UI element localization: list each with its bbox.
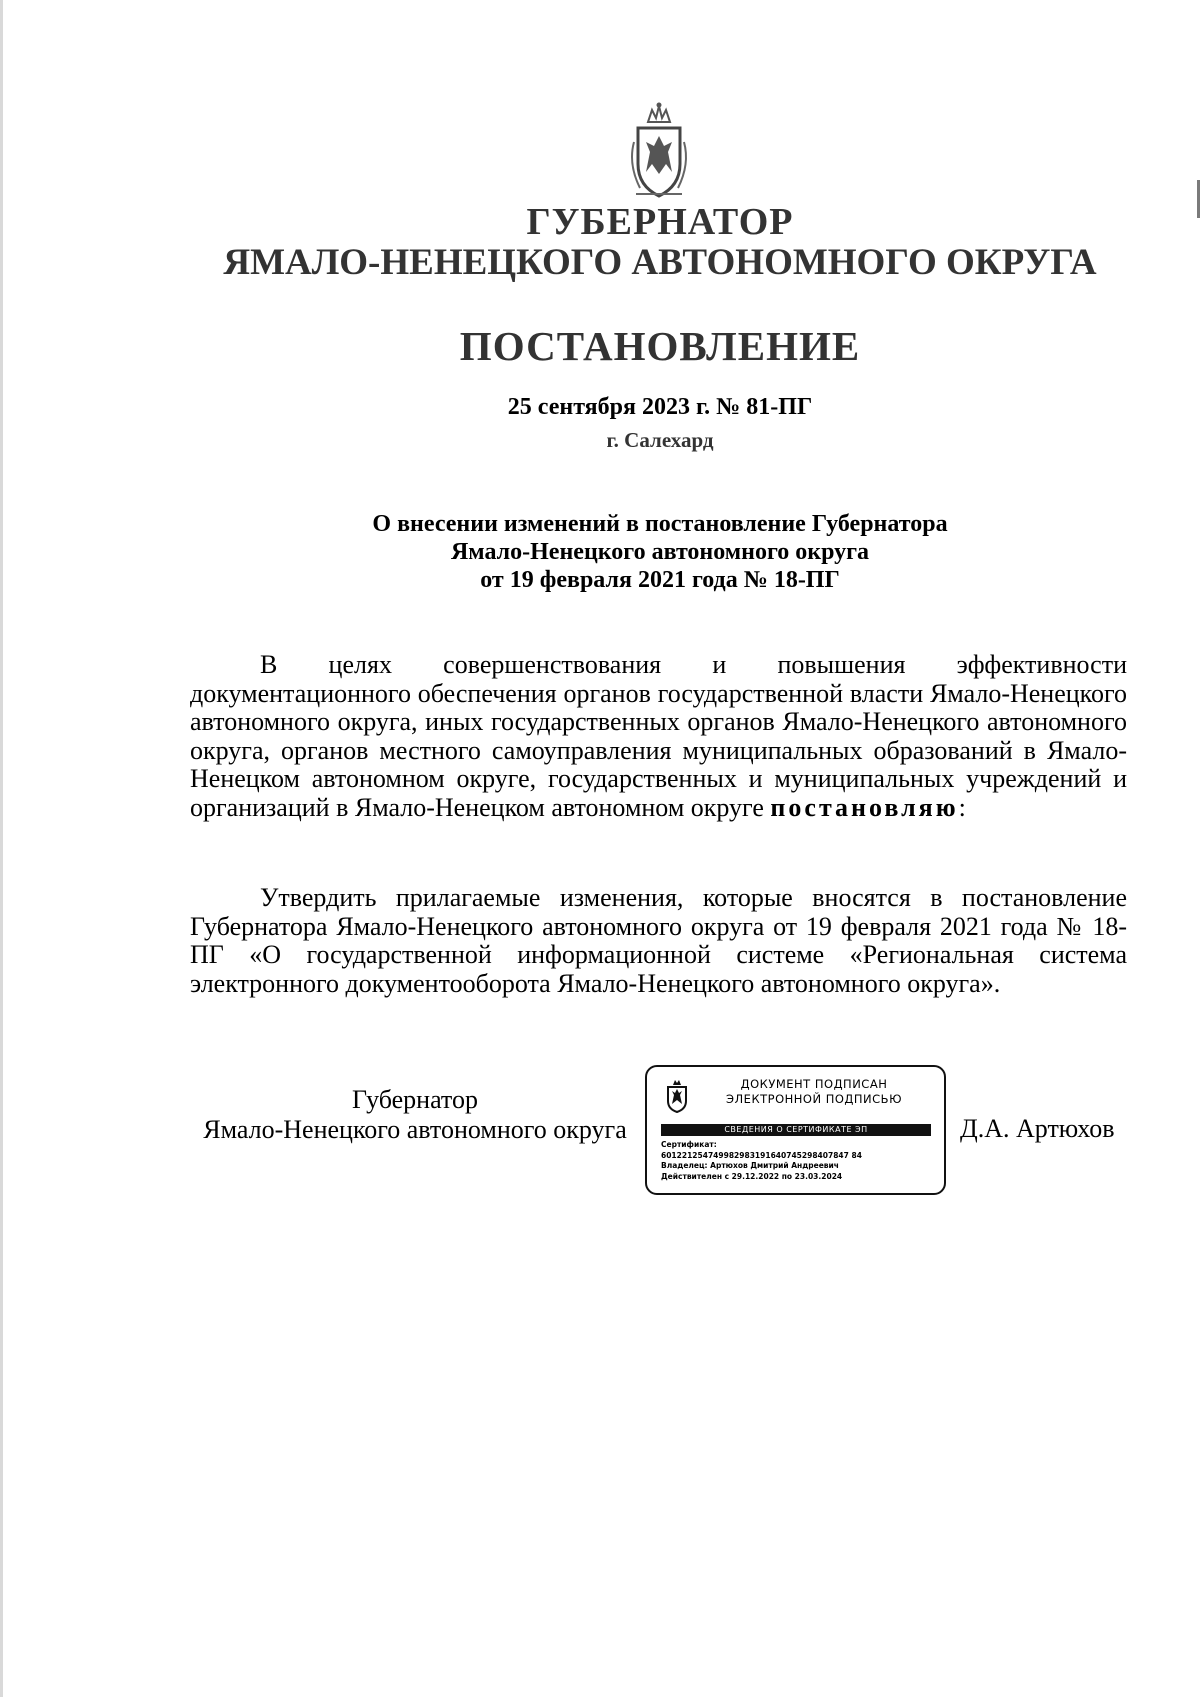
preamble-text: В целях совершенствования и повышения эффективности документационного обеспечения органов государственной власти Ямало-Ненецкого автономного округа, иных государственных органов Ямало-Ненецкого автономного округа, органов местного самоуправления муниципальных образований в Ямало-Ненецком автономном округе, государственных и муниципальных учреждений и организаций в Ямало-Ненецком автономном округе — [190, 650, 1127, 822]
stamp-certificate-bar: СВЕДЕНИЯ О СЕРТИФИКАТЕ ЭП — [661, 1124, 931, 1136]
document-type: ПОСТАНОВЛЕНИЕ — [459, 323, 861, 369]
signatory-title-line: Губернатор — [352, 1085, 478, 1114]
stamp-title — [699, 1077, 929, 1107]
stamp-title-line: ЭЛЕКТРОННОЙ ПОДПИСЬЮ — [726, 1092, 902, 1106]
stamp-emblem-icon — [665, 1079, 689, 1113]
certificate-number: 601221254749982983191640745298407847 84 — [661, 1150, 862, 1160]
body-paragraph-resolution — [190, 884, 1127, 998]
signatory-name: Д.А. Артюхов — [960, 1114, 1115, 1143]
resolution-text: Утвердить прилагаемые изменения, которые вносятся в постановление Губернатора Ямало-Ненецкого автономного округа от 19 февраля 2021 года № 18-ПГ «О государственной информационной системе «Региональная система электронного документооборота Ямало-Ненецкого автономного округа». — [190, 883, 1127, 998]
subject-line: от 19 февраля 2021 года № 18-ПГ — [480, 567, 840, 593]
body-paragraph-preamble — [190, 651, 1127, 823]
electronic-signature-stamp — [645, 1065, 946, 1195]
preamble-colon: : — [958, 792, 966, 822]
stamp-certificate-info — [661, 1140, 936, 1182]
signatory-title — [190, 1085, 640, 1145]
stamp-title-line: ДОКУМЕНТ ПОДПИСАН — [740, 1077, 888, 1091]
signatory-title-line: Ямало-Ненецкого автономного округа — [203, 1115, 627, 1144]
subject-line: Ямало-Ненецкого автономного округа — [450, 539, 870, 565]
coat-of-arms-icon — [626, 102, 692, 202]
authority-title: ГУБЕРНАТОР — [526, 201, 794, 243]
authority-subtitle: ЯМАЛО-НЕНЕЦКОГО АВТОНОМНОГО ОКРУГА — [223, 242, 1097, 283]
document-date-number: 25 сентября 2023 г. № 81-ПГ — [507, 394, 813, 420]
document-subject — [0, 510, 1200, 594]
subject-line: О внесении изменений в постановление Губернатора — [372, 511, 948, 537]
certificate-validity: Действителен с 29.12.2022 по 23.03.2024 — [661, 1171, 843, 1181]
certificate-owner: Владелец: Артюхов Дмитрий Андреевич — [661, 1161, 839, 1170]
scan-edge-left — [0, 0, 3, 1697]
resolution-keyword: постановляю — [770, 792, 959, 822]
certificate-label: Сертификат: — [661, 1140, 717, 1149]
document-city: г. Салехард — [606, 428, 714, 452]
